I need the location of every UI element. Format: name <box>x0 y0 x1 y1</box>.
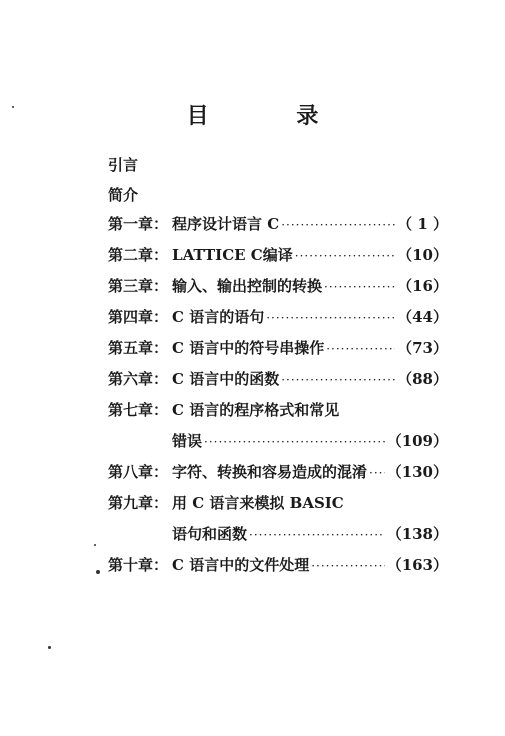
toc-entry-1 <box>108 214 448 235</box>
leader-dots <box>281 215 395 235</box>
leader-dots <box>311 556 384 576</box>
leader-dots <box>204 432 385 452</box>
toc-entry-7 <box>108 400 448 420</box>
chapter-page: （163） <box>386 556 448 574</box>
chapter-title-continued: 语句和函数 <box>172 525 248 543</box>
chapter-page: （130） <box>386 463 448 481</box>
chapter-title: C 语言中的函数 <box>172 370 280 388</box>
chapter-title-continued: 错误 <box>172 432 203 450</box>
chapter-title: C 语言的程序格式和常见 <box>172 401 340 419</box>
toc-entry-5 <box>108 338 448 359</box>
chapter-title: LATTICE C编译 <box>172 246 293 264</box>
chapter-separator: ： <box>153 339 169 357</box>
chapter-separator: ： <box>153 463 169 481</box>
chapter-separator: ： <box>153 401 169 419</box>
chapter-page: （16） <box>397 277 448 295</box>
chapter-title: 字符、转换和容易造成的混淆 <box>172 463 368 481</box>
leader-dots <box>266 308 395 328</box>
chapter-number: 第七章 <box>108 401 154 419</box>
toc-entry-10 <box>108 555 448 576</box>
leader-dots <box>281 370 395 390</box>
scan-speck <box>94 544 96 546</box>
chapter-page: （73） <box>397 339 448 357</box>
chapter-title: 程序设计语言 C <box>172 215 280 233</box>
chapter-separator: ： <box>153 370 169 388</box>
chapter-page: （ 1 ） <box>397 215 448 233</box>
chapter-number: 第十章 <box>108 556 154 574</box>
chapter-number: 第三章 <box>108 277 154 295</box>
toc-intro: 引言 <box>108 156 139 174</box>
chapter-page: （10） <box>397 246 448 264</box>
chapter-number: 第九章 <box>108 494 154 512</box>
chapter-page: （88） <box>397 370 448 388</box>
chapter-title: C 语言中的文件处理 <box>172 556 310 574</box>
chapter-number: 第二章 <box>108 246 154 264</box>
toc-entry-3 <box>108 276 448 297</box>
chapter-page: （138） <box>386 525 448 543</box>
chapter-page: （44） <box>397 308 448 326</box>
toc-brief: 简介 <box>108 186 139 204</box>
chapter-number: 第八章 <box>108 463 154 481</box>
chapter-title: 输入、输出控制的转换 <box>172 277 323 295</box>
toc-entry-8 <box>108 462 448 483</box>
chapter-separator: ： <box>153 277 169 295</box>
chapter-title: 用 C 语言来模拟 BASIC <box>172 494 344 512</box>
page-title: 目 录 <box>186 103 359 129</box>
toc-entry-4 <box>108 307 448 328</box>
toc-entry-2 <box>108 245 448 266</box>
chapter-number: 第五章 <box>108 339 154 357</box>
chapter-number: 第四章 <box>108 308 154 326</box>
toc-entry-9 <box>108 493 448 513</box>
chapter-title: C 语言的语句 <box>172 308 265 326</box>
leader-dots <box>326 339 395 359</box>
chapter-separator: ： <box>153 556 169 574</box>
scan-speck <box>48 646 51 649</box>
toc-entry-7-continued <box>172 431 448 452</box>
chapter-separator: ： <box>153 308 169 326</box>
leader-dots <box>369 463 385 483</box>
scan-speck <box>96 570 100 574</box>
chapter-separator: ： <box>153 246 169 264</box>
chapter-separator: ： <box>153 494 169 512</box>
leader-dots <box>295 246 395 266</box>
scan-speck <box>12 106 14 108</box>
chapter-number: 第一章 <box>108 215 154 233</box>
leader-dots <box>324 277 395 297</box>
chapter-page: （109） <box>386 432 448 450</box>
chapter-separator: ： <box>153 215 169 233</box>
chapter-number: 第六章 <box>108 370 154 388</box>
leader-dots <box>249 525 385 545</box>
toc-entry-9-continued <box>172 524 448 545</box>
toc-entry-6 <box>108 369 448 390</box>
chapter-title: C 语言中的符号串操作 <box>172 339 325 357</box>
